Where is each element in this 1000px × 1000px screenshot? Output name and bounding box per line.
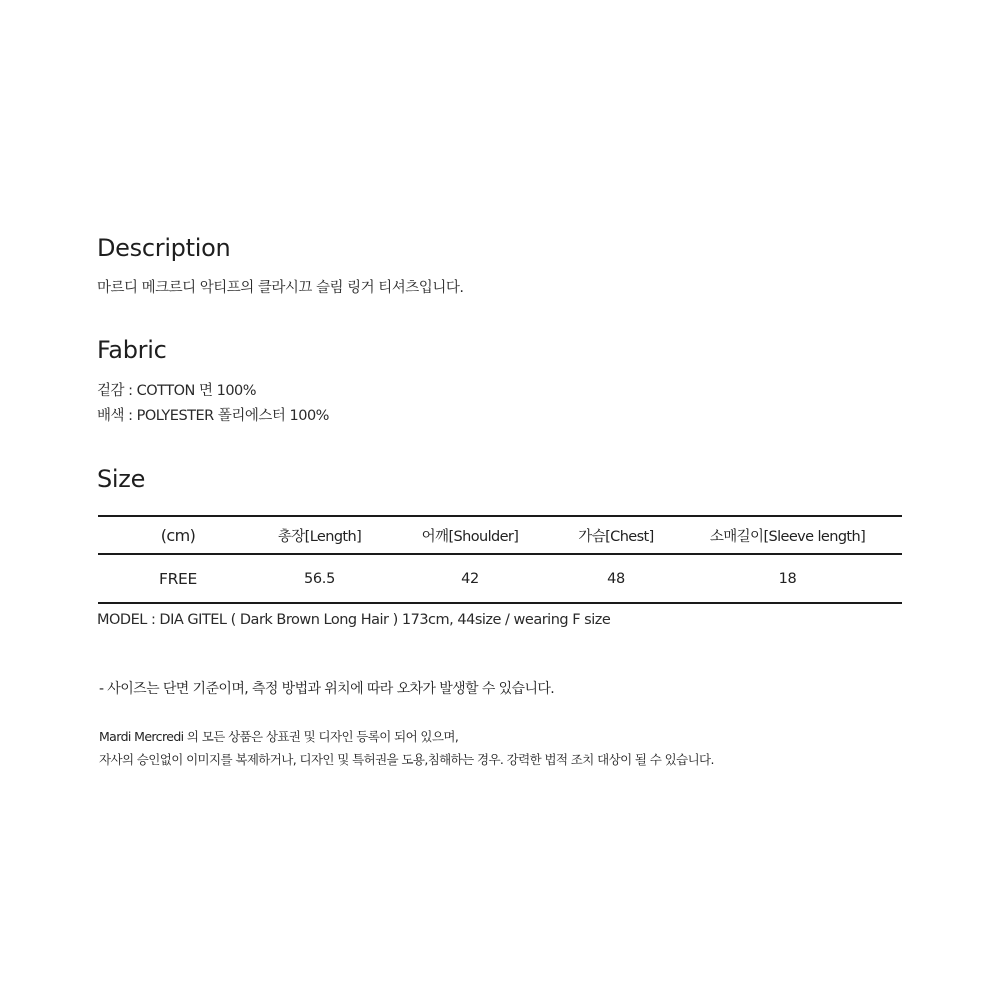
size-table: [98, 515, 902, 604]
description-title: Description: [97, 234, 231, 262]
size-header-shoulder: 어깨[Shoulder]: [381, 516, 559, 554]
copyright-notice-line-1: Mardi Mercredi 의 모든 상품은 상표권 및 디자인 등록이 되어 있으며,: [99, 729, 459, 744]
size-header-unit: (cm): [98, 516, 258, 554]
size-header-chest: 가슴[Chest]: [559, 516, 673, 554]
size-cell-sleeve-length: 18: [673, 554, 902, 603]
size-cell-label: FREE: [98, 554, 258, 603]
description-text: 마르디 메크르디 악티프의 클라시끄 슬림 링거 티셔츠입니다.: [97, 280, 464, 296]
size-cell-shoulder: 42: [381, 554, 559, 603]
size-cell-length: 56.5: [258, 554, 381, 603]
copyright-notice-line-2: 자사의 승인없이 이미지를 복제하거나, 디자인 및 특허권을 도용,침해하는 경우. 강력한 법적 조치 대상이 될 수 있습니다.: [99, 752, 714, 767]
fabric-shell-line: 겉감 : COTTON 면 100%: [97, 383, 257, 399]
size-header-sleeve-length: 소매길이[Sleeve length]: [673, 516, 902, 554]
fabric-title: Fabric: [97, 336, 167, 364]
size-title: Size: [97, 465, 146, 493]
model-note: MODEL : DIA GITEL ( Dark Brown Long Hair ) 173cm, 44size / wearing F size: [97, 612, 611, 628]
fabric-trim-line: 배색 : POLYESTER 폴리에스터 100%: [97, 408, 329, 424]
size-cell-chest: 48: [559, 554, 673, 603]
size-table-header-row: [98, 516, 902, 554]
size-header-length: 총장[Length]: [258, 516, 381, 554]
measurement-note: - 사이즈는 단면 기준이며, 측정 방법과 위치에 따라 오차가 발생할 수 있습니다.: [99, 681, 555, 697]
table-row: [98, 554, 902, 603]
